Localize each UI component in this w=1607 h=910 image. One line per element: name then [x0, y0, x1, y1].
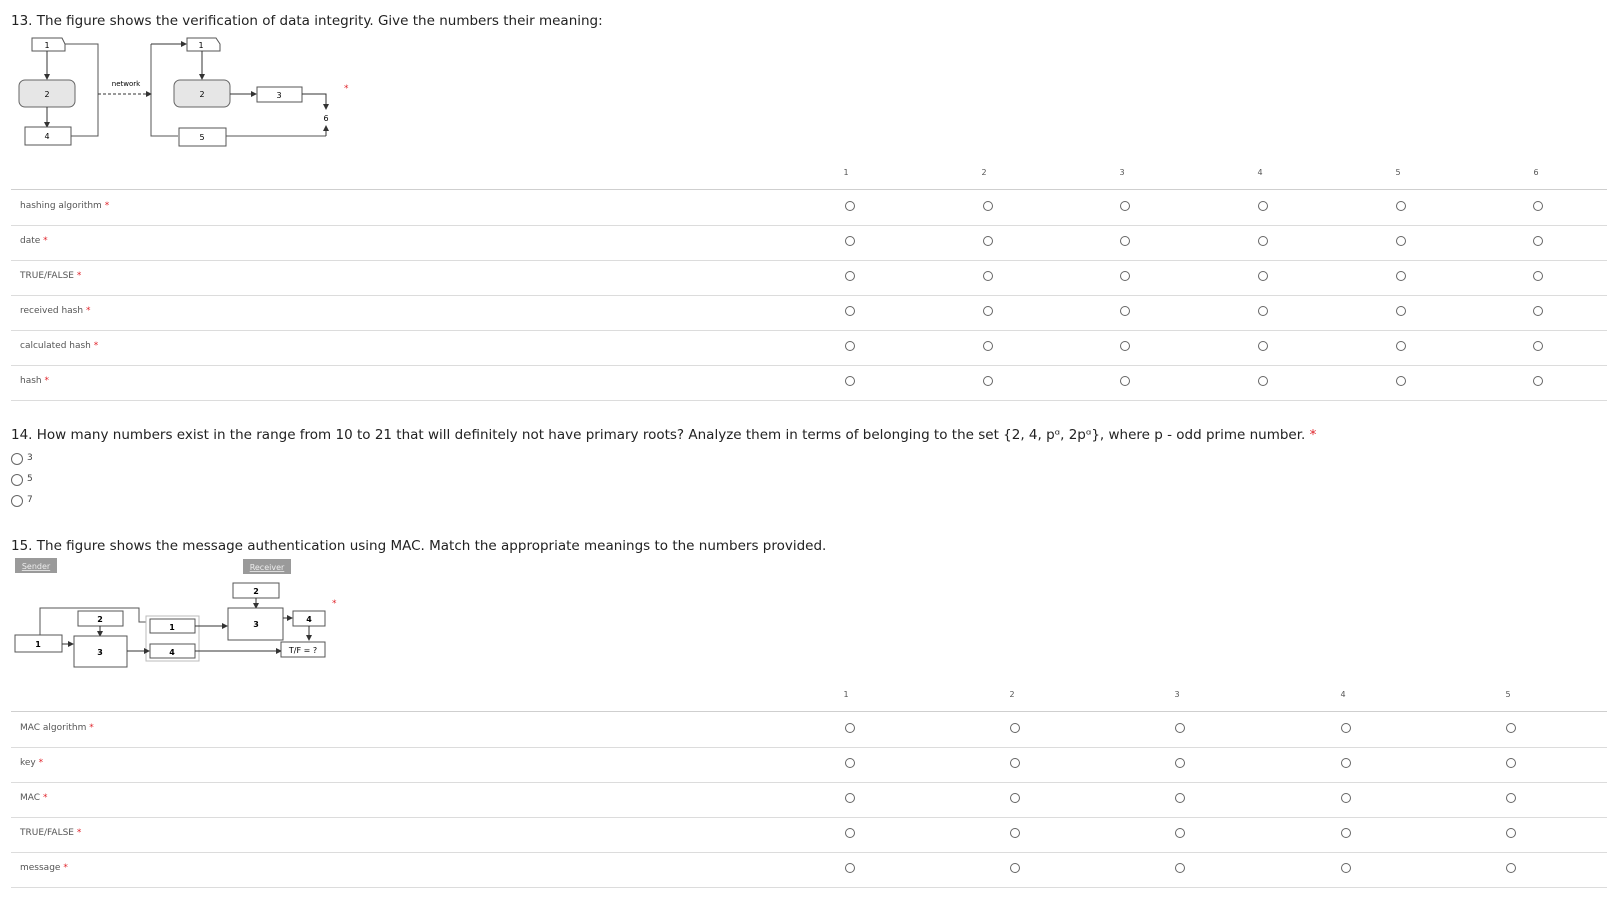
svg-text:T/F = ?: T/F = ? — [288, 646, 318, 655]
radio-q13-row6-col1[interactable] — [845, 376, 855, 386]
divider — [11, 887, 1607, 888]
question-15-text: 15. The figure shows the message authentication using MAC. Match the appropriate meanings to the numbers provided. — [11, 538, 827, 554]
q13-col-5: 5 — [1395, 168, 1401, 177]
grid-row — [0, 295, 1607, 330]
grid-row — [0, 817, 1607, 852]
radio-q13-row1-col1[interactable] — [845, 201, 855, 211]
radio-q15-row3-col4[interactable] — [1341, 793, 1351, 803]
radio-button[interactable] — [11, 453, 23, 465]
svg-text:1: 1 — [35, 640, 41, 649]
grid-row — [0, 365, 1607, 400]
radio-q15-row4-col4[interactable] — [1341, 828, 1351, 838]
row-label-text: MAC — [20, 793, 41, 803]
svg-text:2: 2 — [199, 90, 205, 99]
radio-q13-row5-col6[interactable] — [1533, 341, 1543, 351]
radio-q13-row4-col1[interactable] — [845, 306, 855, 316]
radio-q15-row2-col4[interactable] — [1341, 758, 1351, 768]
svg-text:2: 2 — [253, 587, 259, 596]
required-asterisk: * — [63, 863, 68, 873]
radio-q13-row4-col3[interactable] — [1120, 306, 1130, 316]
option-label: 3 — [27, 453, 33, 463]
grid-row — [0, 712, 1607, 747]
row-label-text: TRUE/FALSE — [20, 828, 74, 838]
svg-text:3: 3 — [97, 648, 103, 657]
receiver-label: Receiver — [249, 563, 285, 572]
svg-text:1: 1 — [169, 623, 175, 632]
option-label: 7 — [27, 495, 33, 505]
row-label — [20, 863, 68, 873]
question-13-title — [11, 13, 603, 29]
svg-text:4: 4 — [306, 615, 312, 624]
row-label-text: TRUE/FALSE — [20, 271, 74, 281]
q13-column-headers — [0, 168, 1607, 182]
grid-row — [0, 260, 1607, 295]
required-asterisk: * — [76, 828, 82, 838]
svg-text:1: 1 — [198, 41, 204, 50]
radio-q15-row2-col2[interactable] — [1010, 758, 1020, 768]
svg-text:*: * — [332, 599, 337, 609]
q13-col-3: 3 — [1119, 168, 1125, 177]
radio-q13-row3-col4[interactable] — [1258, 271, 1268, 281]
radio-q15-row1-col2[interactable] — [1010, 723, 1020, 733]
radio-q15-row3-col3[interactable] — [1175, 793, 1185, 803]
q15-col-4: 4 — [1340, 690, 1346, 699]
grid-row — [0, 782, 1607, 817]
q15-col-5: 5 — [1505, 690, 1511, 699]
row-label — [20, 828, 81, 838]
radio-q15-row1-col5[interactable] — [1506, 723, 1516, 733]
radio-q13-row2-col4[interactable] — [1258, 236, 1268, 246]
grid-row — [0, 225, 1607, 260]
row-label-text: hash — [20, 376, 42, 386]
network-label: network — [111, 80, 141, 88]
radio-q13-row3-col3[interactable] — [1120, 271, 1130, 281]
radio-q13-row3-col1[interactable] — [845, 271, 855, 281]
row-label — [20, 341, 98, 351]
radio-q13-row5-col3[interactable] — [1120, 341, 1130, 351]
svg-text:2: 2 — [44, 90, 50, 99]
q15-col-2: 2 — [1009, 690, 1015, 699]
radio-q15-row4-col3[interactable] — [1175, 828, 1185, 838]
divider — [11, 400, 1607, 401]
required-asterisk: * — [93, 341, 99, 351]
svg-text:4: 4 — [44, 132, 50, 141]
q15-col-1: 1 — [843, 690, 849, 699]
svg-text:1: 1 — [44, 41, 50, 50]
radio-q13-row4-col5[interactable] — [1396, 306, 1406, 316]
radio-q15-row1-col4[interactable] — [1341, 723, 1351, 733]
question-14-title — [11, 427, 1316, 443]
svg-text:2: 2 — [97, 615, 103, 624]
option-label: 5 — [27, 474, 33, 484]
radio-q15-row3-col5[interactable] — [1506, 793, 1516, 803]
row-label — [20, 271, 81, 281]
radio-q13-row5-col4[interactable] — [1258, 341, 1268, 351]
row-label — [20, 306, 90, 316]
required-asterisk: * — [43, 236, 48, 246]
radio-q13-row5-col1[interactable] — [845, 341, 855, 351]
row-label-text: MAC algorithm — [20, 723, 87, 733]
required-asterisk: * — [76, 271, 82, 281]
radio-q13-row2-col6[interactable] — [1533, 236, 1543, 246]
radio-q15-row5-col3[interactable] — [1175, 863, 1185, 873]
question-14-text: 14. How many numbers exist in the range from 10 to 21 that will definitely not have primary roots? Analyze them in terms of belonging to the set {2, 4, pᵅ, 2pᵅ}, where p - odd prime number. — [11, 427, 1306, 443]
radio-q13-row5-col5[interactable] — [1396, 341, 1406, 351]
radio-q13-row6-col2[interactable] — [983, 376, 993, 386]
radio-button[interactable] — [11, 495, 23, 507]
radio-q13-row6-col3[interactable] — [1120, 376, 1130, 386]
sender-label: Sender — [21, 562, 51, 571]
required-asterisk: * — [85, 306, 91, 316]
required-asterisk: * — [1309, 427, 1317, 443]
grid-row — [0, 852, 1607, 887]
q13-col-4: 4 — [1257, 168, 1263, 177]
radio-q13-row4-col6[interactable] — [1533, 306, 1543, 316]
radio-button[interactable] — [11, 474, 23, 486]
mac-authentication-diagram — [13, 556, 353, 676]
row-label — [20, 793, 47, 803]
required-asterisk: * — [89, 723, 94, 733]
radio-q13-row2-col5[interactable] — [1396, 236, 1406, 246]
radio-q13-row4-col4[interactable] — [1258, 306, 1268, 316]
radio-q13-row3-col2[interactable] — [983, 271, 993, 281]
radio-q15-row3-col1[interactable] — [845, 793, 855, 803]
question-15-title — [11, 538, 826, 554]
required-asterisk: * — [42, 793, 48, 803]
q13-col-6: 6 — [1533, 168, 1539, 177]
radio-q15-row5-col2[interactable] — [1010, 863, 1020, 873]
radio-q15-row4-col1[interactable] — [845, 828, 855, 838]
row-label-text: message — [20, 863, 61, 873]
svg-text:6: 6 — [323, 114, 329, 123]
radio-q13-row2-col3[interactable] — [1120, 236, 1130, 246]
radio-q13-row3-col6[interactable] — [1533, 271, 1543, 281]
svg-text:4: 4 — [169, 648, 175, 657]
svg-text:3: 3 — [253, 620, 259, 629]
radio-q15-row1-col3[interactable] — [1175, 723, 1185, 733]
grid-row — [0, 330, 1607, 365]
radio-q13-row2-col2[interactable] — [983, 236, 993, 246]
q13-col-1: 1 — [843, 168, 849, 177]
radio-q15-row2-col5[interactable] — [1506, 758, 1516, 768]
mac-diagram-svg — [13, 556, 353, 676]
q13-col-2: 2 — [981, 168, 987, 177]
radio-q15-row5-col1[interactable] — [845, 863, 855, 873]
svg-text:3: 3 — [276, 91, 282, 100]
required-asterisk: * — [44, 376, 49, 386]
radio-q15-row3-col2[interactable] — [1010, 793, 1020, 803]
question-13-text: 13. The figure shows the verification of data integrity. Give the numbers their meaning: — [11, 13, 603, 29]
radio-q15-row5-col4[interactable] — [1341, 863, 1351, 873]
radio-q15-row1-col1[interactable] — [845, 723, 855, 733]
radio-q13-row2-col1[interactable] — [845, 236, 855, 246]
radio-q13-row1-col6[interactable] — [1533, 201, 1543, 211]
row-label — [20, 758, 43, 768]
row-label-text: date — [20, 236, 41, 246]
radio-q15-row4-col2[interactable] — [1010, 828, 1020, 838]
row-label — [20, 201, 109, 211]
row-label-text: calculated hash — [20, 341, 91, 351]
q15-column-headers — [0, 690, 1607, 704]
radio-q15-row4-col5[interactable] — [1506, 828, 1516, 838]
row-label-text: received hash — [20, 306, 84, 316]
radio-q13-row5-col2[interactable] — [983, 341, 993, 351]
radio-q13-row6-col6[interactable] — [1533, 376, 1543, 386]
radio-q13-row3-col5[interactable] — [1396, 271, 1406, 281]
radio-q15-row5-col5[interactable] — [1506, 863, 1516, 873]
required-asterisk: * — [38, 758, 44, 768]
required-asterisk: * — [104, 201, 110, 211]
radio-q13-row1-col3[interactable] — [1120, 201, 1130, 211]
radio-q15-row2-col1[interactable] — [845, 758, 855, 768]
radio-q15-row2-col3[interactable] — [1175, 758, 1185, 768]
row-label — [20, 236, 48, 246]
grid-row — [0, 190, 1607, 225]
radio-q13-row6-col4[interactable] — [1258, 376, 1268, 386]
q15-col-3: 3 — [1174, 690, 1180, 699]
radio-q13-row1-col2[interactable] — [983, 201, 993, 211]
data-integrity-diagram-svg — [15, 35, 360, 155]
grid-row — [0, 747, 1607, 782]
radio-q13-row6-col5[interactable] — [1396, 376, 1406, 386]
radio-q13-row1-col4[interactable] — [1258, 201, 1268, 211]
svg-text:5: 5 — [199, 133, 205, 142]
row-label — [20, 723, 94, 733]
data-integrity-diagram — [15, 35, 360, 155]
row-label-text: hashing algorithm — [20, 201, 102, 211]
radio-q13-row4-col2[interactable] — [983, 306, 993, 316]
row-label — [20, 376, 49, 386]
radio-q13-row1-col5[interactable] — [1396, 201, 1406, 211]
row-label-text: key — [20, 758, 36, 768]
svg-text:*: * — [344, 84, 349, 94]
